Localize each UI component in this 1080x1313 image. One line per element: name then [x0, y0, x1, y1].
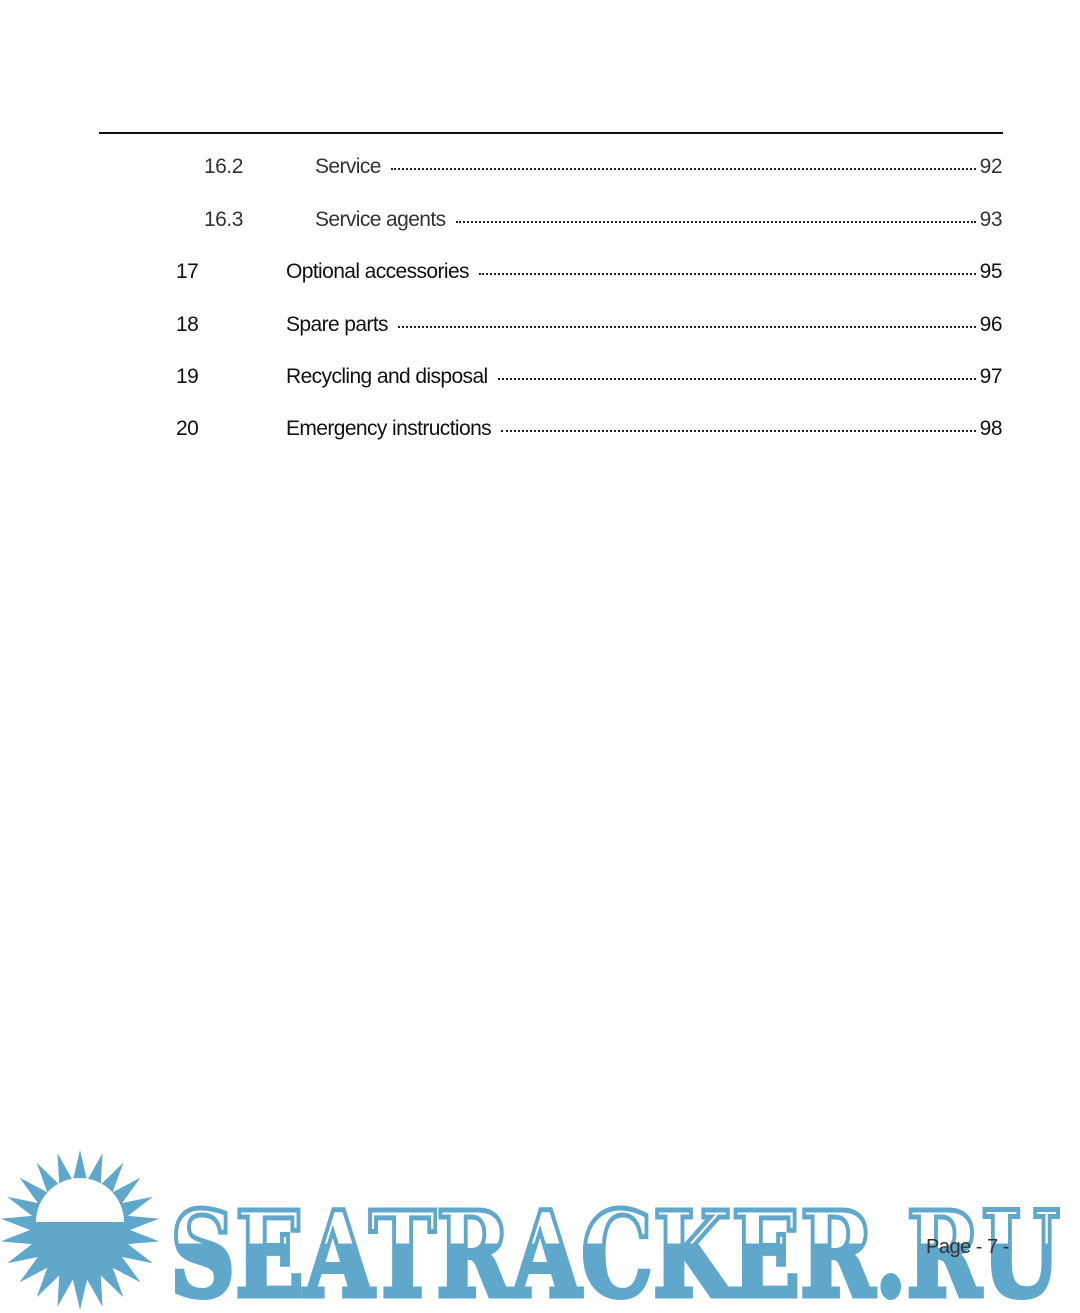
toc-entry-number: 17	[176, 260, 199, 283]
toc-entry-title: Emergency instructions	[286, 417, 492, 440]
dot-leader	[398, 326, 976, 328]
toc-entry-title: Service	[315, 155, 381, 178]
toc-entry-17[interactable]	[0, 256, 1080, 288]
toc-entry-page: 98	[979, 417, 1002, 440]
toc-entry-title: Spare parts	[286, 313, 388, 336]
toc-entry-number: 18	[176, 313, 199, 336]
toc-entry-title: Service agents	[315, 208, 446, 231]
toc-entry-page: 97	[979, 365, 1002, 388]
dot-leader	[479, 273, 976, 275]
watermark-text: SEATRACKER.RU	[170, 1185, 1060, 1313]
dot-leader	[501, 430, 976, 432]
toc-entry-20[interactable]	[0, 413, 1080, 445]
toc-entry-page: 96	[979, 313, 1002, 336]
toc-entry-page: 95	[979, 260, 1002, 283]
toc-entry-19[interactable]	[0, 361, 1080, 393]
toc-entry-number: 20	[176, 417, 199, 440]
toc-entry-page: 93	[979, 208, 1002, 231]
toc-entry-number: 19	[176, 365, 199, 388]
dot-leader	[498, 378, 976, 380]
toc-entry-number: 16.3	[204, 208, 243, 231]
dot-leader	[456, 221, 976, 223]
toc-entry-number: 16.2	[204, 155, 243, 178]
toc-entry-16-3[interactable]	[0, 204, 1080, 236]
dot-leader	[391, 168, 976, 170]
toc-entry-page: 92	[979, 155, 1002, 178]
sun-icon	[1, 1150, 159, 1310]
toc-entry-title: Optional accessories	[286, 260, 469, 283]
toc-entry-title: Recycling and disposal	[286, 365, 488, 388]
toc-entry-18[interactable]	[0, 309, 1080, 341]
page-number-footer: Page - 7 -	[926, 1236, 1009, 1258]
seatracker-watermark-logo	[0, 1150, 1080, 1313]
header-rule	[99, 132, 1003, 134]
toc-entry-16-2[interactable]	[0, 151, 1080, 183]
